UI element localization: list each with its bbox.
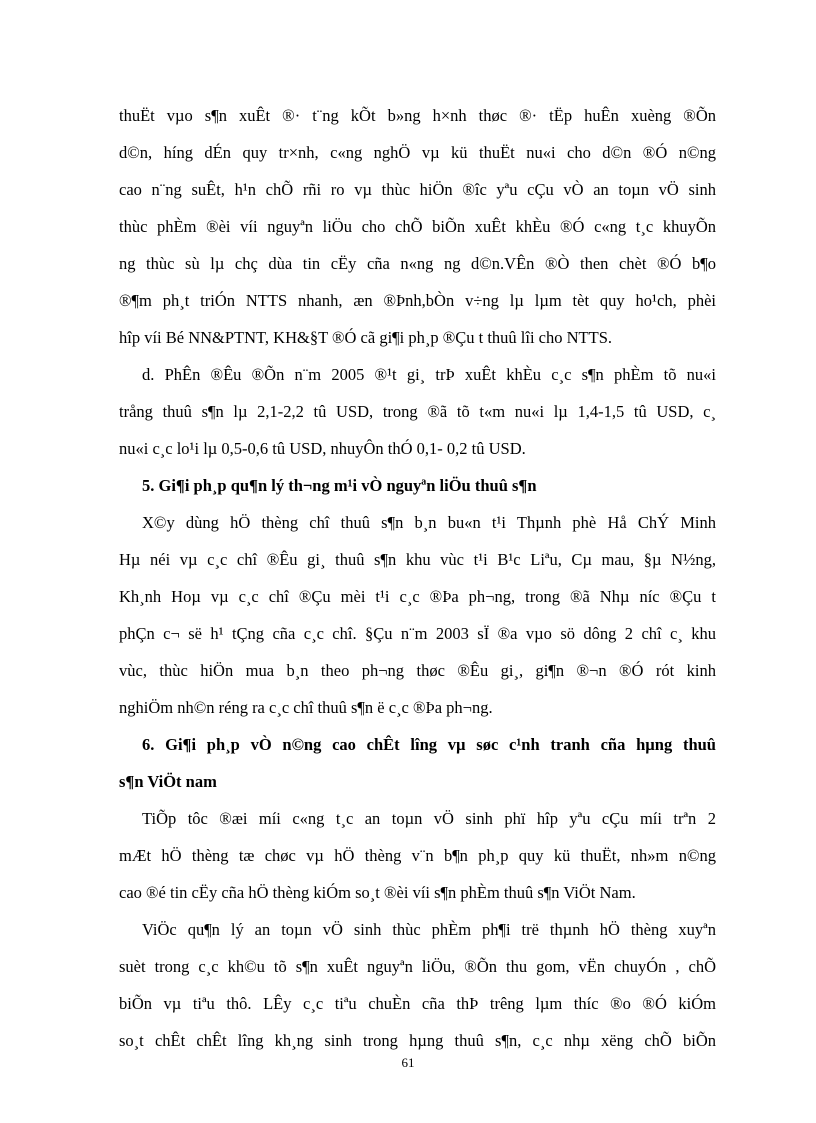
text-line: ViÖc qu¶n lý an toµn vÖ sinh thùc phÈm ph¶i trë thµnh hÖ thèng xuyªn bbox=[142, 920, 716, 939]
text-line: 6. Gi¶i ph¸p vÒ n©ng cao chÊt lîng vµ søc c¹nh tranh cña hµng thuû bbox=[142, 735, 716, 754]
text-line: cao n¨ng suÊt, h¹n chÕ rñi ro vµ thùc hiÖn ®îc yªu cÇu vÒ an toµn vÖ sinh bbox=[119, 180, 716, 199]
text-line: X©y dùng hÖ thèng chî thuû s¶n b¸n bu«n t¹i Thµnh phè Hå ChÝ Minh bbox=[142, 513, 716, 532]
text-line: 5. Gi¶i ph¸p qu¶n lý th¬ng m¹i vÒ nguyªn liÖu thuû s¶n bbox=[142, 476, 537, 495]
text-line: d. PhÊn ®Êu ®Õn n¨m 2005 ®¹t gi¸ trÞ xuÊt khÈu c¸c s¶n phÈm tõ nu«i bbox=[142, 365, 716, 384]
text-line: ng thùc sù lµ chç dùa tin cËy cña n«ng ng d©n.VÊn ®Ò then chèt ®Ó b¶o bbox=[119, 254, 716, 273]
text-line: suèt trong c¸c kh©u tõ s¶n xuÊt nguyªn liÖu, ®Õn thu gom, vËn chuyÓn , chÕ bbox=[119, 957, 716, 976]
text-line: vùc, thùc hiÖn mua b¸n theo ph¬ng thøc ®Êu gi¸, gi¶n ®¬n ®Ó rót kinh bbox=[119, 661, 716, 680]
text-line: Hµ néi vµ c¸c chî ®Êu gi¸ thuû s¶n khu vùc t¹i B¹c Liªu, Cµ mau, §µ N½ng, bbox=[119, 550, 716, 569]
text-line: so¸t chÊt chÊt lîng kh¸ng sinh trong hµng thuû s¶n, c¸c nhµ xëng chÕ biÕn bbox=[119, 1031, 716, 1050]
text-line: nu«i c¸c lo¹i lµ 0,5-0,6 tû USD, nhuyÔn thÓ 0,1- 0,2 tû USD. bbox=[119, 439, 526, 458]
text-line: thuËt vµo s¶n xuÊt ®· t¨ng kÕt b»ng h×nh thøc ®· tËp huÊn xuèng ®Õn bbox=[119, 106, 716, 125]
text-line: nghiÖm nh©n réng ra c¸c chî thuû s¶n ë c¸c ®Þa ph¬ng. bbox=[119, 698, 493, 717]
text-line: cao ®é tin cËy cña hÖ thèng kiÓm so¸t ®èi víi s¶n phÈm thuû s¶n ViÖt Nam. bbox=[119, 883, 636, 902]
text-line: biÕn vµ tiªu thô. LÊy c¸c tiªu chuÈn cña thÞ trêng lµm thíc ®o ®Ó kiÓm bbox=[119, 994, 716, 1013]
text-line: ®¶m ph¸t triÓn NTTS nhanh, æn ®Þnh,bÒn v÷ng lµ lµm tèt quy ho¹ch, phèi bbox=[119, 291, 716, 310]
page-number: 61 bbox=[401, 1055, 415, 1070]
body-text bbox=[119, 97, 716, 1059]
text-line: phÇn c¬ së h¹ tÇng cña c¸c chî. §Çu n¨m 2003 sÏ ®a vµo sö dông 2 chî c¸ khu bbox=[119, 624, 716, 643]
text-line: Kh¸nh Hoµ vµ c¸c chî ®Çu mèi t¹i c¸c ®Þa ph¬ng, trong ®ã Nhµ níc ®Çu t bbox=[119, 587, 716, 606]
text-line: s¶n ViÖt nam bbox=[119, 772, 217, 791]
text-line: hîp víi Bé NN&PTNT, KH&§T ®Ó cã gi¶i ph¸p ®Çu t thuû lîi cho NTTS. bbox=[119, 328, 612, 347]
text-line: mÆt hÖ thèng tæ chøc vµ hÖ thèng v¨n b¶n ph¸p quy kü thuËt, nh»m n©ng bbox=[119, 846, 716, 865]
text-line: TiÕp tôc ®æi míi c«ng t¸c an toµn vÖ sinh phï hîp yªu cÇu míi trªn 2 bbox=[142, 809, 716, 828]
text-line: thùc phÈm ®èi víi nguyªn liÖu cho chÕ biÕn xuÊt khÈu ®Ó c«ng t¸c khuyÕn bbox=[119, 217, 716, 236]
text-line: trång thuû s¶n lµ 2,1-2,2 tû USD, trong ®ã tõ t«m nu«i lµ 1,4-1,5 tû USD, c¸ bbox=[119, 402, 716, 421]
text-line: d©n, híng dÉn quy tr×nh, c«ng nghÖ vµ kü thuËt nu«i cho d©n ®Ó n©ng bbox=[119, 143, 716, 162]
